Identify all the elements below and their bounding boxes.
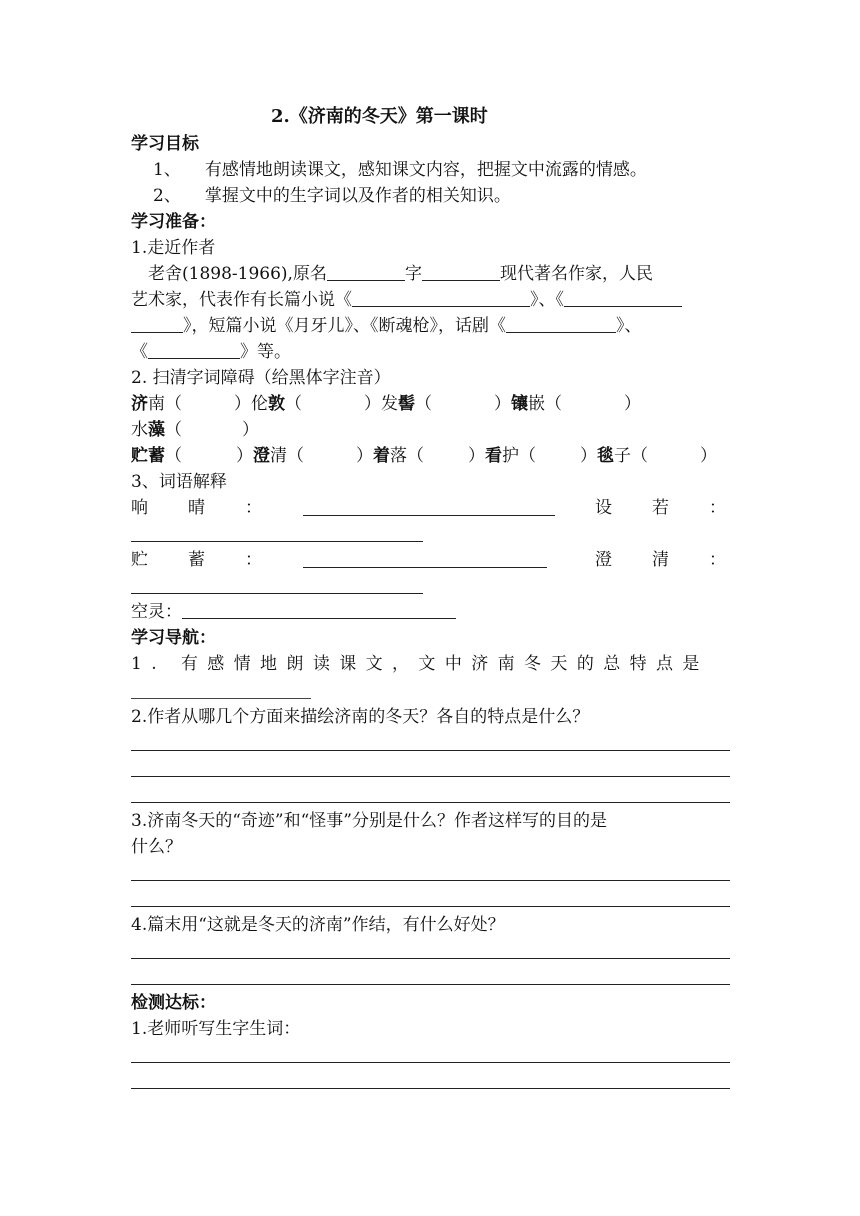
objective-num-1: 1、 bbox=[153, 160, 181, 180]
vocab-blank-3[interactable] bbox=[303, 549, 547, 568]
test-q1-answer-2[interactable] bbox=[131, 1088, 730, 1089]
vocab-blank-4[interactable] bbox=[131, 593, 423, 594]
test-heading: 检测达标： bbox=[131, 993, 216, 1013]
blank-novel-1[interactable] bbox=[352, 290, 530, 307]
author-line-2: 艺术家，代表作有长篇小说《 》、《 bbox=[131, 289, 682, 311]
objective-item-2 bbox=[153, 185, 511, 207]
pinyin-heading: 2. 扫清字词障碍（给黑体字注音） bbox=[131, 368, 391, 388]
guide-q3-line-1: 3.济南冬天的“奇迹”和“怪事”分别是什么？作者这样写的目的是 bbox=[131, 811, 607, 831]
author-line-3: 》，短篇小说《月牙儿》、《断魂枪》，话剧《 》、 bbox=[131, 315, 642, 337]
guide-q2-line-2[interactable] bbox=[131, 776, 730, 777]
guide-q3-answer-1[interactable] bbox=[131, 880, 730, 881]
guide-q2: 2.作者从哪几个方面来描绘济南的冬天？各自的特点是什么？ bbox=[131, 707, 590, 727]
vocab-word-4: 澄 清 ： bbox=[595, 550, 726, 570]
blank-courtesy-name[interactable] bbox=[422, 264, 500, 281]
vocab-word-2: 设 若 ： bbox=[595, 498, 726, 518]
objectives-heading: 学习目标 bbox=[131, 134, 199, 154]
author-heading: 1.走近作者 bbox=[131, 238, 216, 258]
guide-q2-line-1[interactable] bbox=[131, 750, 730, 751]
guide-q1: 1. 有感情地朗读课文，文中济南冬天的总特点是 bbox=[131, 654, 709, 674]
blank-novel-2[interactable] bbox=[564, 290, 682, 307]
objective-num-2: 2、 bbox=[153, 186, 181, 206]
test-q1-answer-1[interactable] bbox=[131, 1062, 730, 1063]
pinyin-row-1: 济南（ ）伦敦（ ）发髻（ ）镶嵌（ ） bbox=[131, 394, 641, 414]
vocab-word-1: 响 晴 ： bbox=[131, 498, 262, 518]
page-title: 2.《济南的冬天》第一课时 bbox=[271, 106, 488, 127]
vocab-heading: 3、词语解释 bbox=[131, 472, 227, 492]
guide-q3-answer-2[interactable] bbox=[131, 906, 730, 907]
objective-text-1: 有感情地朗读课文，感知课文内容，把握文中流露的情感。 bbox=[204, 160, 647, 180]
guide-q3-line-2: 什么？ bbox=[131, 837, 182, 857]
guide-q1-blank[interactable] bbox=[131, 698, 311, 699]
vocab-blank-2[interactable] bbox=[131, 541, 423, 542]
pinyin-row-2: 水藻（ ） bbox=[131, 420, 259, 440]
objective-text-2: 掌握文中的生字词以及作者的相关知识。 bbox=[204, 186, 511, 206]
vocab-word-5: 空灵： bbox=[131, 601, 456, 623]
blank-novel-2-cont[interactable] bbox=[131, 316, 183, 333]
guide-heading: 学习导航： bbox=[131, 628, 216, 648]
blank-drama-1[interactable] bbox=[506, 316, 616, 333]
preparation-heading: 学习准备： bbox=[131, 212, 216, 232]
guide-q4-answer-1[interactable] bbox=[131, 958, 730, 959]
blank-drama-2[interactable] bbox=[148, 342, 240, 359]
vocab-blank-1[interactable] bbox=[303, 497, 555, 516]
guide-q2-line-3[interactable] bbox=[131, 802, 730, 803]
author-line-1: 老舍(1898-1966),原名 字 现代著名作家，人民 bbox=[148, 264, 653, 284]
guide-q4: 4.篇末用“这就是冬天的济南”作结，有什么好处？ bbox=[131, 915, 505, 935]
blank-original-name[interactable] bbox=[327, 264, 405, 281]
test-q1: 1.老师听写生字生词： bbox=[131, 1019, 301, 1039]
author-line-4: 《 》等。 bbox=[131, 342, 291, 362]
vocab-blank-5[interactable] bbox=[182, 602, 456, 619]
pinyin-row-3: 贮蓄（ ）澄清（ ）着落（ ）看护（ ）毯子（ ） bbox=[131, 446, 717, 466]
vocab-word-3: 贮 蓄 ： bbox=[131, 550, 262, 570]
guide-q4-answer-2[interactable] bbox=[131, 984, 730, 985]
objective-item-1 bbox=[153, 159, 647, 181]
